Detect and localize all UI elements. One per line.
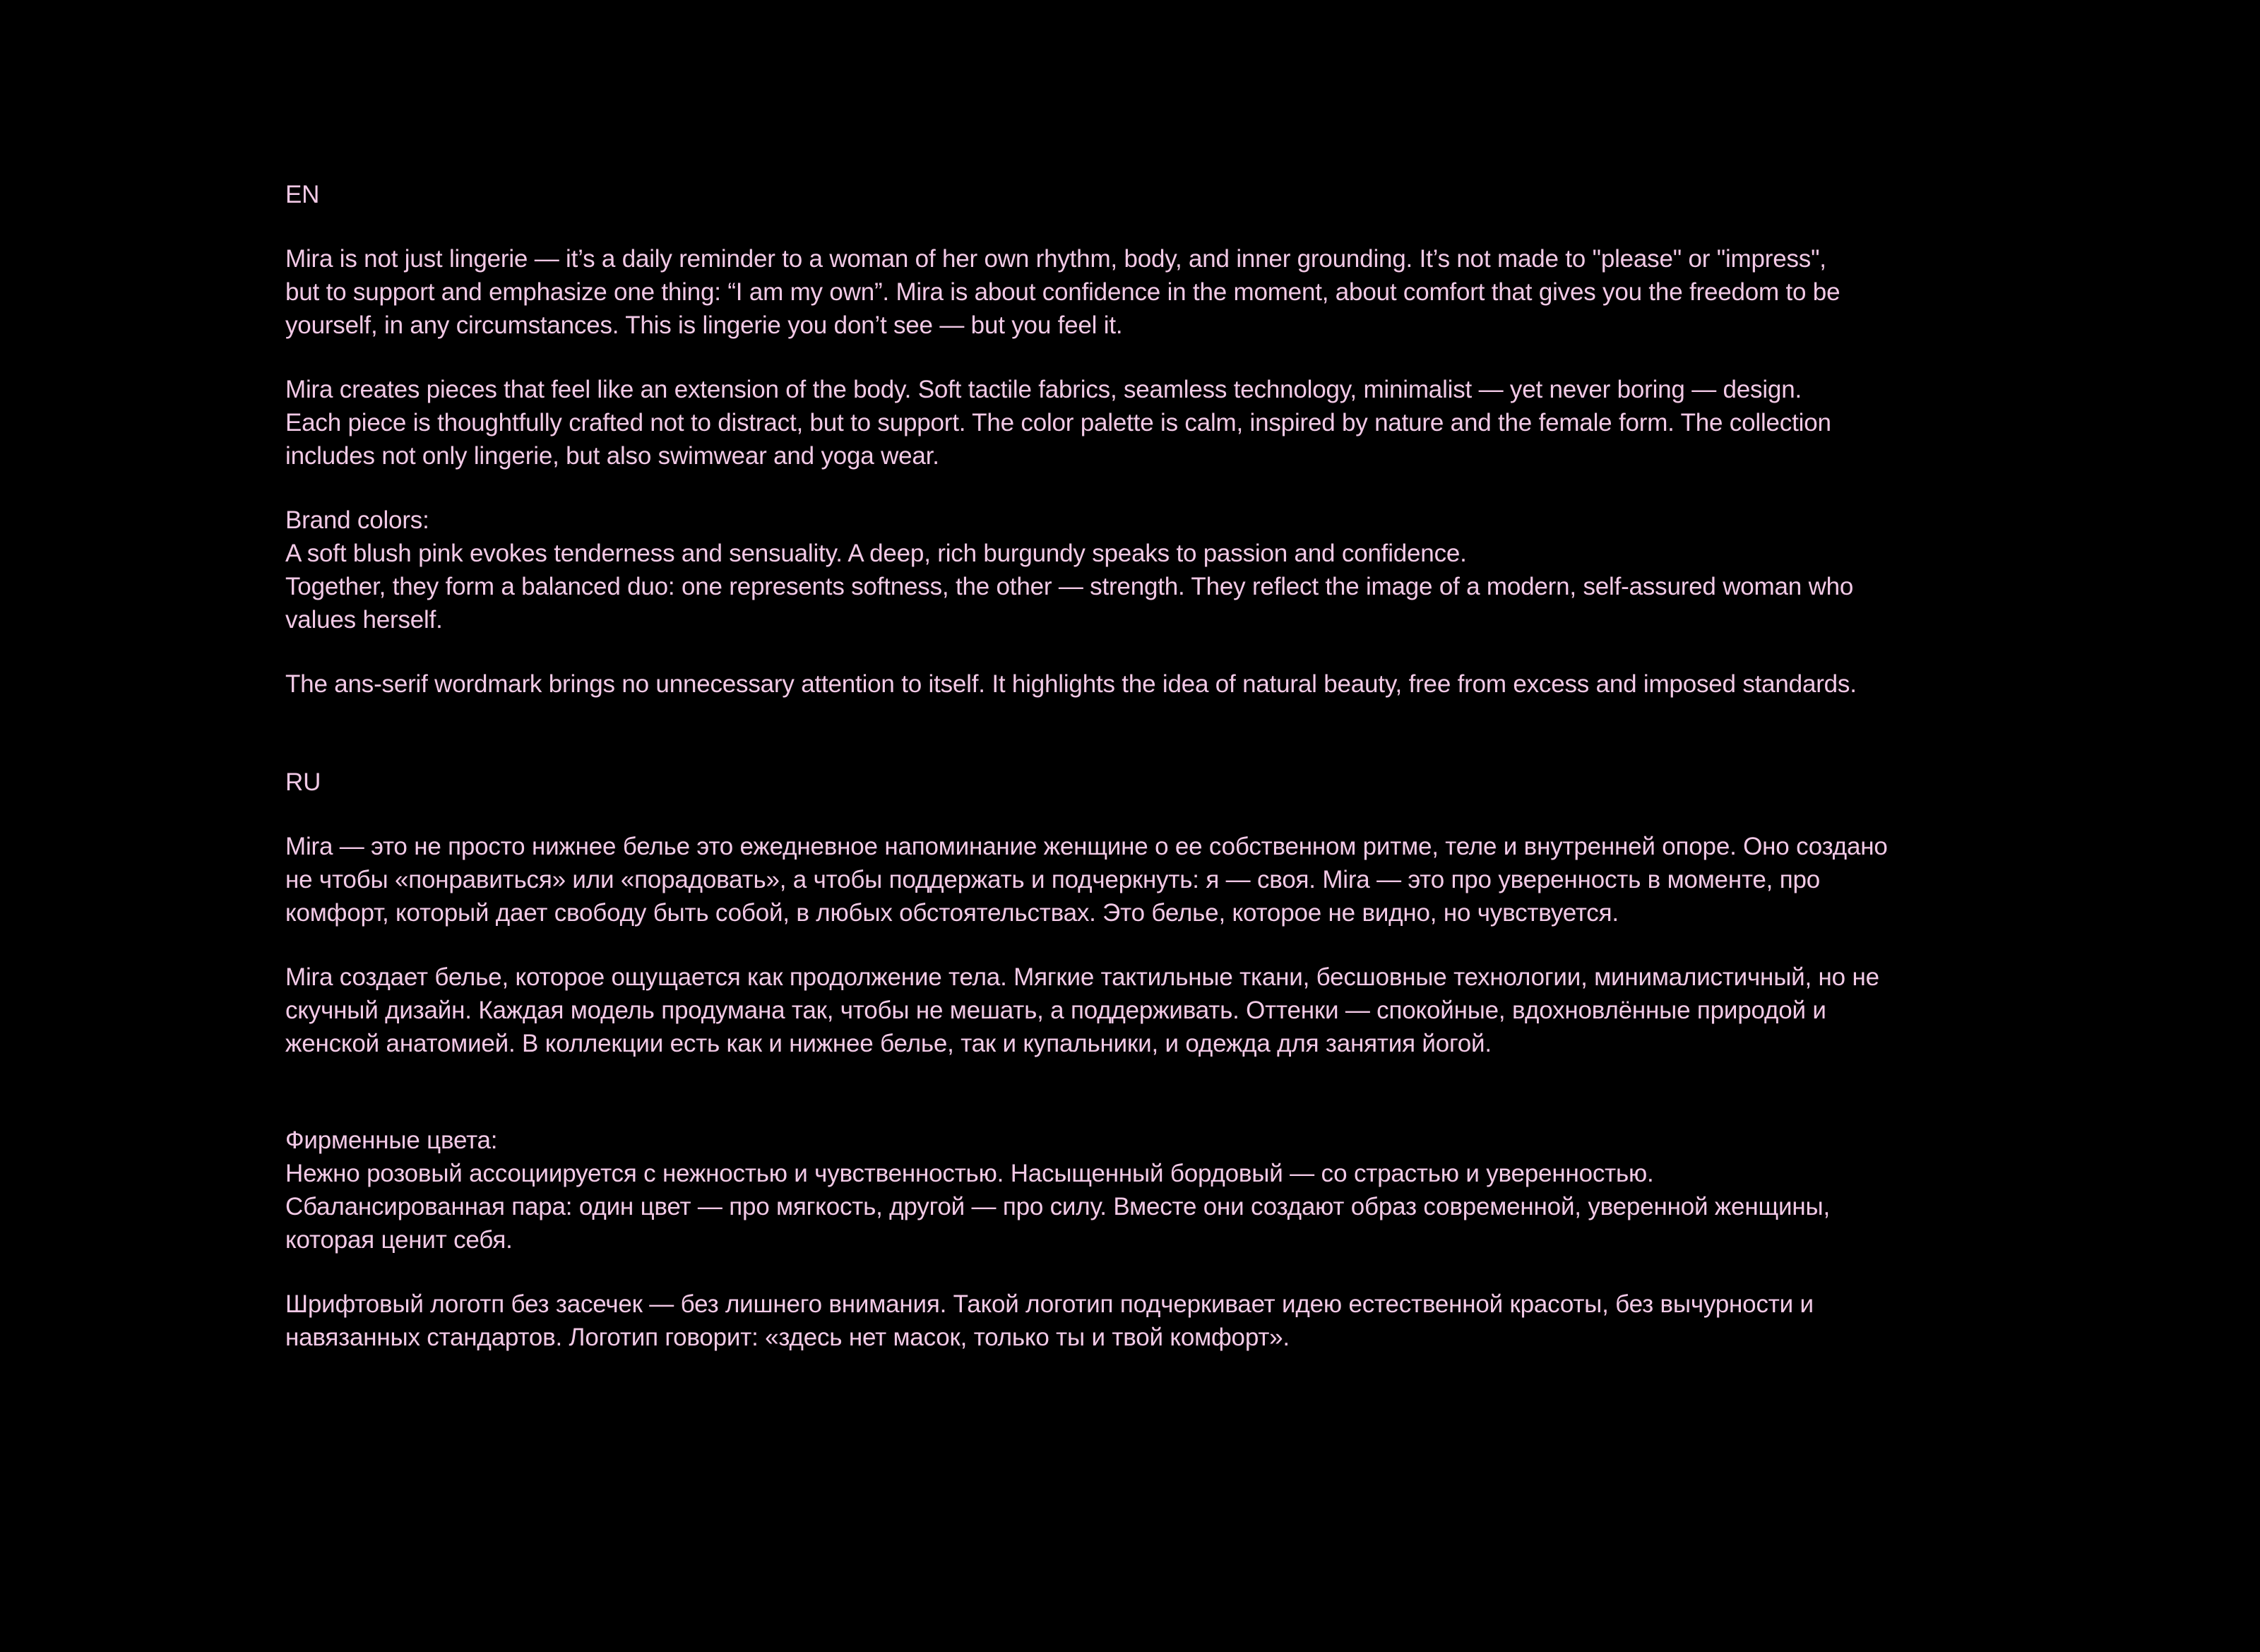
text-line: Mira создает белье, которое ощущается как продолжение тела. Мягкие тактильные ткани, бесшовные технологии, минималистичный, но не xyxy=(285,963,1879,991)
text-line: Шрифтовый логотп без засечек — без лишнего внимания. Такой логотип подчеркивает идею естественной красоты, без вычурности и xyxy=(285,1290,1814,1318)
language-label-ru: RU xyxy=(285,768,321,796)
text-line: Mira — это не просто нижнее белье это ежедневное напоминание женщине о ее собственном ритме, теле и внутренней опоре. Оно создано xyxy=(285,833,1888,860)
text-line: Сбалансированная пара: один цвет — про мягкость, другой — про силу. Вместе они создают образ современной, уверенной женщины, xyxy=(285,1193,1831,1220)
ru-paragraph-intro xyxy=(285,830,1973,929)
text-line: скучный дизайн. Каждая модель продумана так, чтобы не мешать, а поддерживать. Оттенки — спокойные, вдохновлённые природой и xyxy=(285,997,1826,1024)
text-line: Brand colors: xyxy=(285,506,429,534)
language-label-en: EN xyxy=(285,181,320,208)
text-line: женской анатомией. В коллекции есть как и нижнее белье, так и купальники, и одежда для занятия йогой. xyxy=(285,1030,1492,1057)
text-line: yourself, in any circumstances. This is lingerie you don’t see — but you feel it. xyxy=(285,311,1123,339)
ru-paragraph-wordmark xyxy=(285,1288,1973,1354)
ru-paragraph-products xyxy=(285,961,1973,1060)
text-line: Нежно розовый ассоциируется с нежностью и чувственностью. Насыщенный бордовый — со страстью и уверенностью. xyxy=(285,1160,1654,1187)
text-line: values herself. xyxy=(285,606,443,634)
text-line: комфорт, который дает свободу быть собой, в любых обстоятельствах. Это белье, которое не видно, но чувствуется. xyxy=(285,899,1619,927)
text-line: Mira is not just lingerie — it’s a daily reminder to a woman of her own rhythm, body, and inner grounding. It’s not made to "please" or "impress", xyxy=(285,245,1826,273)
ru-paragraph-brand-colors xyxy=(285,1124,1973,1256)
section-en xyxy=(285,178,1973,701)
en-paragraph-wordmark xyxy=(285,667,1973,701)
text-line: but to support and emphasize one thing: “I am my own”. Mira is about confidence in the moment, about comfort that gives you the freedom to be xyxy=(285,278,1840,306)
text-line: Each piece is thoughtfully crafted not to distract, but to support. The color palette is calm, inspired by nature and the female form. The collection xyxy=(285,409,1831,436)
text-line: навязанных стандартов. Логотип говорит: «здесь нет масок, только ты и твой комфорт». xyxy=(285,1324,1290,1351)
text-line: The ans-serif wordmark brings no unnecessary attention to itself. It highlights the idea of natural beauty, free from excess and imposed standards. xyxy=(285,670,1857,698)
text-line: A soft blush pink evokes tenderness and sensuality. A deep, rich burgundy speaks to passion and confidence. xyxy=(285,540,1467,567)
text-line: не чтобы «понравиться» или «порадовать», а чтобы поддержать и подчеркнуть: я — своя. Mira — это про уверенность в моменте, про xyxy=(285,866,1820,893)
text-line: которая ценит себя. xyxy=(285,1226,513,1254)
section-ru xyxy=(285,766,1973,1354)
brand-description xyxy=(285,178,1973,1354)
en-paragraph-brand-colors xyxy=(285,504,1973,636)
en-paragraph-intro xyxy=(285,242,1973,342)
text-line: Mira creates pieces that feel like an extension of the body. Soft tactile fabrics, seamless technology, minimalist — yet never boring — design. xyxy=(285,376,1802,403)
text-line: includes not only lingerie, but also swimwear and yoga wear. xyxy=(285,442,939,470)
en-paragraph-products xyxy=(285,373,1973,473)
text-line: Together, they form a balanced duo: one represents softness, the other — strength. They reflect the image of a modern, self-assured woman who xyxy=(285,573,1854,600)
text-line: Фирменные цвета: xyxy=(285,1127,498,1154)
